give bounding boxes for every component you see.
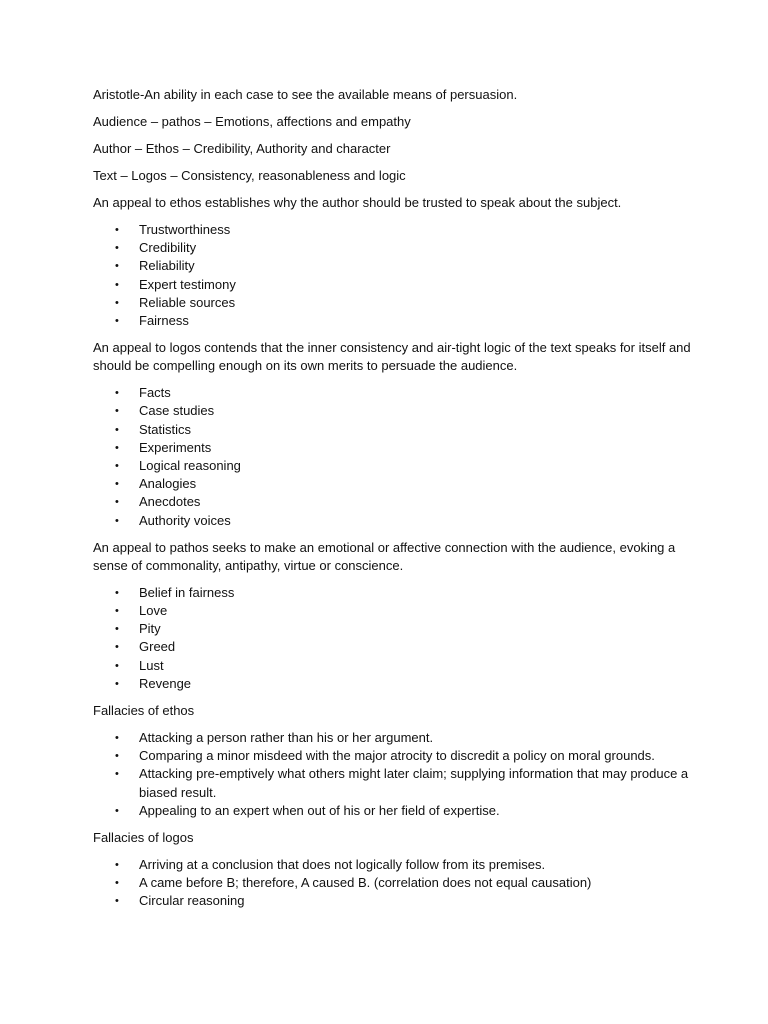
list-item: [93, 312, 693, 330]
bullet-icon: •: [115, 387, 119, 400]
pathos-list: [93, 584, 693, 693]
bullet-icon: •: [115, 804, 119, 817]
bullet-icon: •: [115, 859, 119, 872]
list-item-text: Facts: [139, 385, 171, 401]
bullet-icon: •: [115, 677, 119, 690]
list-item-text: Circular reasoning: [139, 893, 245, 909]
fallacies-ethos-heading: Fallacies of ethos: [93, 703, 195, 719]
list-item-text: Reliable sources: [139, 294, 236, 310]
list-item-text: Lust: [139, 657, 164, 673]
bullet-icon: •: [115, 768, 119, 781]
ethos-list: [93, 221, 693, 330]
ethos-heading: An appeal to ethos establishes why the author should be trusted to speak about the subject.: [93, 195, 622, 210]
list-item-text: A came before B; therefore, A caused B. (correlation does not equal causation): [139, 875, 592, 891]
bullet-icon: •: [115, 296, 119, 309]
list-item: [93, 512, 693, 530]
fallacies-logos-list: [93, 856, 693, 911]
bullet-icon: •: [115, 514, 119, 527]
bullet-icon: •: [115, 895, 119, 908]
list-item: [93, 221, 693, 239]
list-item: [93, 802, 693, 820]
list-item: [93, 421, 693, 439]
bullet-icon: •: [115, 423, 119, 436]
bullet-icon: •: [115, 623, 119, 636]
bullet-icon: •: [115, 586, 119, 599]
list-item: [93, 257, 693, 275]
bullet-icon: •: [115, 605, 119, 618]
pathos-heading: An appeal to pathos seeks to make an emotional or affective connection with the audience, evoking a sense of commonality, antipathy, virtue or conscience.: [93, 539, 676, 573]
intro-line: Author – Ethos – Credibility, Authority and character: [93, 141, 391, 156]
list-item: [93, 239, 693, 257]
bullet-icon: •: [115, 478, 119, 491]
bullet-icon: •: [115, 732, 119, 745]
list-item-text: Reliability: [139, 258, 195, 274]
list-item: [93, 874, 693, 892]
list-item-text: Trustworthiness: [139, 222, 231, 237]
list-item-text: Analogies: [139, 476, 197, 492]
document-body: [93, 86, 693, 920]
list-item: [93, 765, 693, 801]
list-item: [93, 384, 693, 402]
bullet-icon: •: [115, 224, 119, 236]
bullet-icon: •: [115, 496, 119, 509]
bullet-icon: •: [115, 641, 119, 654]
list-item-text: Comparing a minor misdeed with the major atrocity to discredit a policy on moral grounds.: [139, 748, 655, 764]
logos-list: [93, 384, 693, 530]
list-item-text: Case studies: [139, 403, 215, 419]
list-item: [93, 638, 693, 656]
list-item-text: Fairness: [139, 313, 189, 329]
list-item-text: Expert testimony: [139, 276, 236, 292]
fallacies-ethos-list: [93, 729, 693, 820]
bullet-icon: •: [115, 441, 119, 454]
intro-line: Audience – pathos – Emotions, affections and empathy: [93, 114, 411, 129]
list-item-text: Credibility: [139, 240, 197, 256]
bullet-icon: •: [115, 315, 119, 328]
bullet-icon: •: [115, 405, 119, 418]
intro-line: Text – Logos – Consistency, reasonableness and logic: [93, 168, 406, 183]
list-item-text: Love: [139, 603, 168, 619]
list-item: [93, 892, 693, 910]
bullet-icon: •: [115, 877, 119, 890]
bullet-icon: •: [115, 242, 119, 255]
list-item: [93, 856, 693, 874]
list-item: [93, 620, 693, 638]
list-item-text: Authority voices: [139, 512, 231, 528]
list-item: [93, 602, 693, 620]
list-item: [93, 657, 693, 675]
list-item: [93, 475, 693, 493]
list-item: [93, 584, 693, 602]
list-item: [93, 729, 693, 747]
list-item-text: Attacking a person rather than his or her argument.: [139, 730, 434, 746]
list-item: [93, 493, 693, 511]
list-item-text: Anecdotes: [139, 494, 201, 510]
list-item: [93, 457, 693, 475]
bullet-icon: •: [115, 750, 119, 763]
list-item-text: Attacking pre-emptively what others might later claim; supplying information that may produce a biased result.: [139, 766, 689, 800]
list-item: [93, 294, 693, 312]
list-item: [93, 439, 693, 457]
list-item: [93, 747, 693, 765]
list-item-text: Statistics: [139, 421, 192, 437]
fallacies-logos-heading: Fallacies of logos: [93, 830, 194, 846]
list-item-text: Greed: [139, 639, 176, 655]
list-item-text: Logical reasoning: [139, 458, 241, 474]
bullet-icon: •: [115, 460, 119, 473]
list-item: [93, 276, 693, 294]
list-item-text: Belief in fairness: [139, 584, 235, 600]
bullet-icon: •: [115, 659, 119, 672]
logos-heading: An appeal to logos contends that the inner consistency and air-tight logic of the text speaks for itself and should be compelling enough on its own merits to persuade the audience.: [93, 340, 691, 374]
list-item-text: Arriving at a conclusion that does not logically follow from its premises.: [139, 857, 546, 873]
list-item-text: Appealing to an expert when out of his or her field of expertise.: [139, 802, 500, 818]
intro-line: Aristotle-An ability in each case to see the available means of persuasion.: [93, 87, 518, 102]
bullet-icon: •: [115, 278, 119, 291]
list-item: [93, 402, 693, 420]
list-item-text: Revenge: [139, 675, 192, 691]
list-item: [93, 675, 693, 693]
list-item-text: Experiments: [139, 439, 212, 455]
list-item-text: Pity: [139, 621, 161, 637]
bullet-icon: •: [115, 260, 119, 273]
